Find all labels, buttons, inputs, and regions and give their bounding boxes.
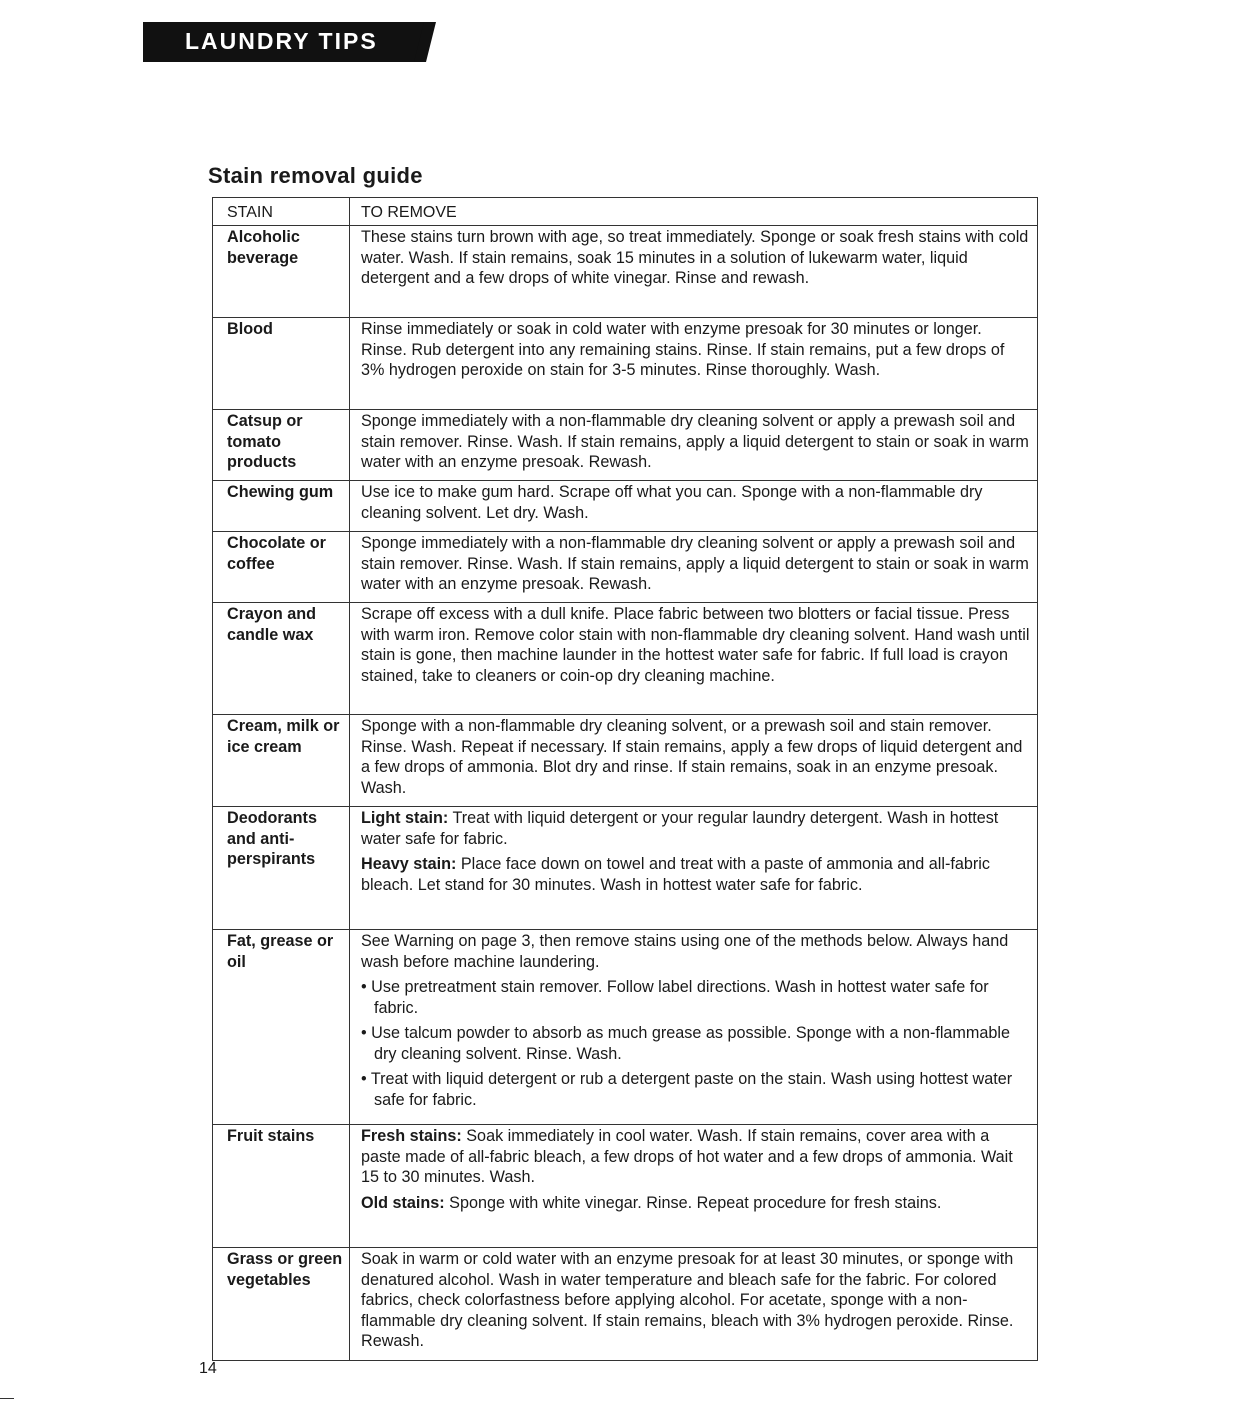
table-row (213, 930, 1038, 1125)
instruction-text: Sponge immediately with a non-flammable dry cleaning solvent or apply a prewash soil and stain remover. Rinse. Wash. If stain remains, apply a liquid detergent to stain or soak in warm water with an enzyme presoak. Rewash. (361, 412, 1029, 471)
instruction-text: Place face down on towel and treat with a paste of ammonia and all-fabric bleach. Let stand for 30 minutes. Wash in hottest water safe for fabric. (361, 855, 990, 894)
page-number: 14 (199, 1360, 217, 1377)
instruction-text: Sponge with white vinegar. Rinse. Repeat procedure for fresh stains. (444, 1193, 942, 1212)
instruction-label: Light stain: (361, 809, 449, 827)
instruction-paragraph (361, 808, 1031, 849)
table-row (213, 1248, 1038, 1361)
remove-column-header: TO REMOVE (350, 198, 1038, 226)
page-title: Stain removal guide (208, 163, 423, 188)
stain-name: Catsup or tomato products (213, 410, 350, 481)
stain-name: Chocolate or coffee (213, 532, 350, 603)
removal-instructions (350, 603, 1038, 715)
stain-removal-table (212, 197, 1038, 1361)
section-banner (143, 22, 425, 62)
stain-name: Alcoholic beverage (213, 226, 350, 318)
bullet-item: • Use pretreatment stain remover. Follow label directions. Wash in hottest water safe for fabric. (361, 978, 989, 1017)
table-row (213, 1125, 1038, 1248)
stain-name: Fat, grease or oil (213, 930, 350, 1125)
instruction-label: Fresh stains: (361, 1127, 462, 1145)
instruction-text: Scrape off excess with a dull knife. Place fabric between two blotters or facial tissue. Press with warm iron. Remove color stain with non-flammable dry cleaning solvent. Hand wash until stain is gone, then machine launder in the hottest water safe for fabric. If full load is crayon stained, take to cleaners or coin-op dry cleaning machine. (361, 605, 1030, 685)
removal-instructions (350, 318, 1038, 410)
bullet-item: • Use talcum powder to absorb as much grease as possible. Sponge with a non-flammable dry cleaning solvent. Rinse. Wash. (361, 1024, 1011, 1063)
removal-instructions (350, 1248, 1038, 1361)
table-row (213, 807, 1038, 930)
stain-name: Deodorants and anti-perspirants (213, 807, 350, 930)
removal-instructions (350, 226, 1038, 318)
instruction-text: See Warning on page 3, then remove stains using one of the methods below. Always hand wash before machine laundering. (361, 932, 1009, 971)
corner-mark (0, 1398, 14, 1399)
removal-instructions (350, 481, 1038, 532)
stain-name: Fruit stains (213, 1125, 350, 1248)
table-header-row (213, 198, 1038, 226)
stain-name: Cream, milk or ice cream (213, 715, 350, 807)
removal-instructions (350, 930, 1038, 1125)
instruction-text: Sponge with a non-flammable dry cleaning solvent, or a prewash soil and stain remover. Rinse. Wash. Repeat if necessary. If stain remains, apply a few drops of liquid detergent and a few drops of ammonia. Blot dry and rinse. If stain remains, soak in an enzyme presoak. Wash. (361, 717, 1023, 797)
stain-name: Grass or green vegetables (213, 1248, 350, 1361)
removal-instructions (350, 1125, 1038, 1248)
stain-name: Chewing gum (213, 481, 350, 532)
instruction-paragraph (361, 1126, 1031, 1188)
table-row (213, 226, 1038, 318)
instruction-label: Old stains: (361, 1193, 445, 1212)
banner-title: LAUNDRY TIPS (185, 28, 378, 54)
instruction-text: Sponge immediately with a non-flammable dry cleaning solvent or apply a prewash soil and stain remover. Rinse. Wash. If stain remains, apply a liquid detergent to stain or soak in warm water with an enzyme presoak. Rewash. (361, 534, 1029, 593)
removal-instructions (350, 715, 1038, 807)
table-row (213, 481, 1038, 532)
removal-instructions (350, 532, 1038, 603)
instruction-text: These stains turn brown with age, so treat immediately. Sponge or soak fresh stains with cold water. Wash. If stain remains, soak 15 minutes in a solution of lukewarm water, liquid detergent and a few drops of white vinegar. Rinse and rewash. (361, 228, 1029, 287)
table-row (213, 318, 1038, 410)
instruction-label: Heavy stain: (361, 855, 457, 873)
stain-name: Blood (213, 318, 350, 410)
instruction-text: Rinse immediately or soak in cold water with enzyme presoak for 30 minutes or longer. Rinse. Rub detergent into any remaining stains. Rinse. If stain remains, put a few drops of 3% hydrogen peroxide on stain for 3-5 minutes. Rinse thoroughly. Wash. (361, 320, 1005, 379)
instruction-text: Soak in warm or cold water with an enzyme presoak for at least 30 minutes, or sponge with denatured alcohol. Wash in water temperature and bleach safe for the fabric. For colored fabrics, check colorfastness before applying alcohol. For acetate, sponge with a non-flammable dry cleaning solvent. If stain remains, bleach with 3% hydrogen peroxide. Rinse. Rewash. (361, 1250, 1014, 1350)
table-row (213, 532, 1038, 603)
instruction-text: Treat with liquid detergent or your regular laundry detergent. Wash in hottest water safe for fabric. (361, 809, 999, 848)
instruction-paragraph (361, 854, 1031, 895)
removal-instructions (350, 807, 1038, 930)
instruction-text: Soak immediately in cool water. Wash. If stain remains, cover area with a paste made of all-fabric bleach, a few drops of hot water and a few drops of ammonia. Wait 15 to 30 minutes. Wash. (361, 1127, 1013, 1186)
stain-column-header: STAIN (213, 198, 350, 226)
instruction-paragraph (361, 1193, 1031, 1214)
instruction-text: Use ice to make gum hard. Scrape off what you can. Sponge with a non-flammable dry cleaning solvent. Let dry. Wash. (361, 483, 983, 522)
stain-name: Crayon and candle wax (213, 603, 350, 715)
bullet-item: • Treat with liquid detergent or rub a detergent paste on the stain. Wash using hottest water safe for fabric. (361, 1070, 1013, 1109)
table-row (213, 410, 1038, 481)
table-row (213, 603, 1038, 715)
table-row (213, 715, 1038, 807)
removal-instructions (350, 410, 1038, 481)
